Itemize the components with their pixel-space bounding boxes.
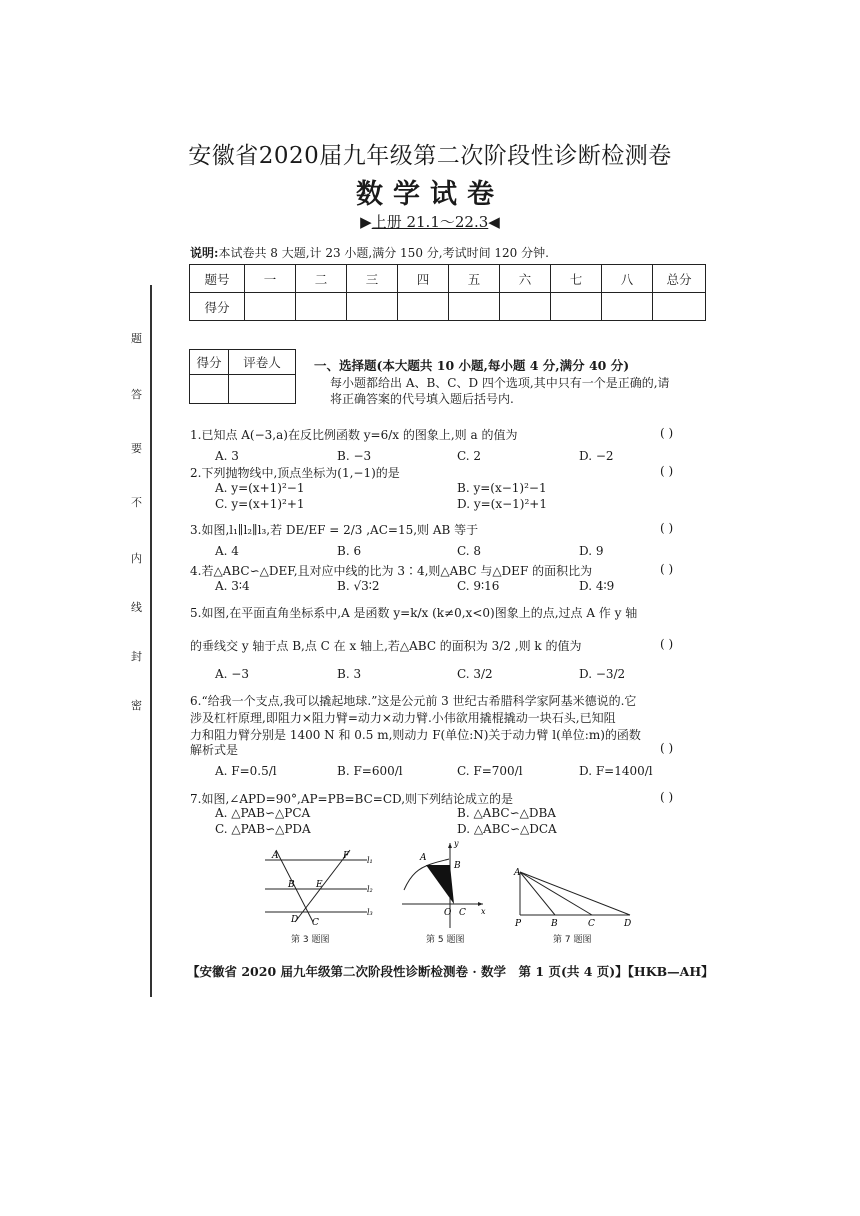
- figure-3-diagram: [255, 845, 385, 935]
- label-a: A: [514, 868, 521, 878]
- q3-option-b: B. 6: [337, 544, 362, 558]
- score-row-label: 得分: [190, 293, 245, 321]
- label-f: F: [343, 851, 350, 861]
- score-header-cell: 四: [398, 265, 449, 293]
- score-header-cell: 三: [347, 265, 398, 293]
- q7-option-d: D. △ABC∽△DCA: [457, 822, 557, 836]
- q7-option-c: C. △PAB∽△PDA: [215, 822, 311, 836]
- figure-3-caption: 第 3 题图: [291, 935, 330, 945]
- score-table: [189, 264, 706, 321]
- answer-paren-5[interactable]: ( ): [660, 637, 674, 651]
- score-header-cell: 二: [296, 265, 347, 293]
- score-header-cell: 总分: [653, 265, 706, 293]
- label-d: D: [291, 915, 299, 925]
- exam-note: [190, 244, 549, 261]
- score-cell[interactable]: [398, 293, 449, 321]
- grader-score-cell[interactable]: [190, 375, 229, 404]
- q4-option-c: C. 9∶16: [457, 579, 500, 593]
- answer-paren-3[interactable]: ( ): [660, 521, 674, 535]
- score-value-row: [190, 293, 706, 321]
- grader-name-cell[interactable]: [229, 375, 296, 404]
- q2-option-d: D. y=(x−1)²+1: [457, 497, 547, 511]
- score-cell[interactable]: [500, 293, 551, 321]
- score-cell[interactable]: [347, 293, 398, 321]
- answer-paren-2[interactable]: ( ): [660, 464, 674, 478]
- q7-option-b: B. △ABC∽△DBA: [457, 806, 556, 820]
- label-c: C: [312, 918, 319, 928]
- seal-char-3: 线: [131, 601, 142, 614]
- question-5-stem-1: 5.如图,在平面直角坐标系中,A 是函数 y=k/x (k≠0,x<0)图象上的点,过点 A 作 y 轴: [190, 606, 638, 620]
- segment-ad: [520, 872, 630, 915]
- segment-ac: [520, 872, 592, 915]
- label-p: P: [515, 919, 522, 929]
- seal-char-5: 不: [131, 496, 142, 509]
- q5-option-a: A. −3: [215, 667, 249, 681]
- q3-option-c: C. 8: [457, 544, 482, 558]
- label-d: D: [624, 919, 632, 929]
- grader-header-row: [190, 350, 296, 375]
- q5-option-d: D. −3/2: [579, 667, 626, 681]
- q4-option-b: B. √3∶2: [337, 579, 380, 593]
- label-b: B: [288, 880, 295, 890]
- question-2-stem: 2.下列抛物线中,顶点坐标为(1,−1)的是: [190, 466, 400, 480]
- score-header-cell: 六: [500, 265, 551, 293]
- grader-value-row: [190, 375, 296, 404]
- figure-7-caption: 第 7 题图: [553, 935, 592, 945]
- q2-option-b: B. y=(x−1)²−1: [457, 481, 547, 495]
- score-header-cell: 题号: [190, 265, 245, 293]
- q4-option-d: D. 4∶9: [579, 579, 615, 593]
- x-axis-arrow-icon: [478, 902, 483, 906]
- subject-title: 数学试卷: [356, 179, 504, 210]
- q5-option-b: B. 3: [337, 667, 362, 681]
- label-a: A: [420, 853, 427, 863]
- q1-option-a: A. 3: [215, 449, 239, 463]
- seal-char-2: 封: [131, 650, 142, 663]
- score-cell[interactable]: [449, 293, 500, 321]
- page-footer: 【安徽省 2020 届九年级第二次阶段性诊断检测卷 · 数学 第 1 页(共 4 页)】【HKB—AH】: [187, 964, 714, 979]
- section-desc-2: 将正确答案的代号填入题后括号内.: [330, 392, 514, 406]
- label-c: C: [459, 908, 466, 918]
- label-l3: l₃: [367, 908, 373, 917]
- figure-5-caption: 第 5 题图: [426, 935, 465, 945]
- score-cell[interactable]: [602, 293, 653, 321]
- score-header-row: [190, 265, 706, 293]
- question-6-line-4: 解析式是: [190, 743, 239, 757]
- q1-option-b: B. −3: [337, 449, 372, 463]
- question-3-stem: 3.如图,l₁∥l₂∥l₃,若 DE/EF = 2/3 ,AC=15,则 AB 等于: [190, 523, 479, 537]
- y-axis-arrow-icon: [448, 843, 452, 848]
- score-cell[interactable]: [653, 293, 706, 321]
- q2-option-c: C. y=(x+1)²+1: [215, 497, 305, 511]
- seal-char-7: 答: [131, 388, 142, 401]
- answer-paren-7[interactable]: ( ): [660, 790, 674, 804]
- q6-option-c: C. F=700/l: [457, 764, 523, 778]
- q3-option-a: A. 4: [215, 544, 239, 558]
- scope-line: ▶上册 21.1～22.3◀: [360, 213, 500, 231]
- q1-option-d: D. −2: [579, 449, 614, 463]
- q6-option-d: D. F=1400/l: [579, 764, 653, 778]
- score-header-cell: 七: [551, 265, 602, 293]
- label-c: C: [588, 919, 595, 929]
- figure-7-diagram: [508, 862, 638, 932]
- q3-option-d: D. 9: [579, 544, 604, 558]
- question-6-line-2: 涉及杠杆原理,即阻力×阻力臂=动力×动力臂.小伟欲用撬棍撬动一块石头,已知阻: [190, 711, 616, 725]
- answer-paren-1[interactable]: ( ): [660, 426, 674, 440]
- section-desc-1: 每小题都给出 A、B、C、D 四个选项,其中只有一个是正确的,请: [330, 376, 670, 390]
- question-6-line-3: 力和阻力臂分别是 1400 N 和 0.5 m,则动力 F(单位:N)关于动力臂 l(单位:m)的函数: [190, 728, 641, 742]
- label-l2: l₂: [367, 885, 373, 894]
- q6-option-a: A. F=0.5/l: [215, 764, 277, 778]
- exam-title: 安徽省2020届九年级第二次阶段性诊断检测卷: [188, 143, 672, 169]
- seal-char-1: 密: [131, 699, 142, 712]
- label-o: O: [444, 908, 452, 918]
- scope-text: 上册 21.1～22.3: [371, 213, 489, 231]
- grader-table: [189, 349, 296, 404]
- question-5-stem-2: 的垂线交 y 轴于点 B,点 C 在 x 轴上,若△ABC 的面积为 3/2 ,则 k 的值为: [190, 639, 582, 653]
- q5-option-c: C. 3/2: [457, 667, 493, 681]
- seal-char-6: 要: [131, 442, 142, 455]
- grader-score-label: 得分: [190, 350, 229, 375]
- note-label: 说明:: [190, 246, 219, 260]
- binding-line: [150, 285, 152, 997]
- grader-name-label: 评卷人: [229, 350, 296, 375]
- question-7-stem: 7.如图,∠APD=90°,AP=PB=BC=CD,则下列结论成立的是: [190, 792, 514, 806]
- answer-paren-4[interactable]: ( ): [660, 562, 674, 576]
- q1-option-c: C. 2: [457, 449, 482, 463]
- q6-option-b: B. F=600/l: [337, 764, 403, 778]
- score-header-cell: 八: [602, 265, 653, 293]
- label-a: A: [272, 851, 279, 861]
- score-cell[interactable]: [296, 293, 347, 321]
- seal-char-4: 内: [131, 552, 142, 565]
- label-b: B: [551, 919, 558, 929]
- label-b: B: [454, 861, 461, 871]
- label-l1: l₁: [367, 856, 373, 865]
- note-text: 本试卷共 8 大题,计 23 小题,满分 150 分,考试时间 120 分钟.: [218, 246, 549, 260]
- score-header-cell: 一: [245, 265, 296, 293]
- question-1-stem: 1.已知点 A(−3,a)在反比例函数 y=6/x 的图象上,则 a 的值为: [190, 428, 518, 442]
- label-x: x: [481, 907, 486, 916]
- q4-option-a: A. 3∶4: [215, 579, 250, 593]
- score-cell[interactable]: [245, 293, 296, 321]
- question-4-stem: 4.若△ABC∽△DEF,且对应中线的比为 3∶4,则△ABC 与△DEF 的面积比为: [190, 564, 593, 578]
- seal-char-8: 题: [131, 332, 142, 345]
- score-header-cell: 五: [449, 265, 500, 293]
- answer-paren-6[interactable]: ( ): [660, 741, 674, 755]
- label-e: E: [316, 880, 323, 890]
- question-6-line-1: 6.“给我一个支点,我可以撬起地球.”这是公元前 3 世纪古希腊科学家阿基米德说的.它: [190, 694, 637, 708]
- q2-option-a: A. y=(x+1)²−1: [215, 481, 305, 495]
- score-cell[interactable]: [551, 293, 602, 321]
- q7-option-a: A. △PAB∽△PCA: [215, 806, 311, 820]
- figure-5-diagram: [395, 838, 495, 933]
- section-title: 一、选择题(本大题共 10 小题,每小题 4 分,满分 40 分): [314, 358, 630, 373]
- label-y: y: [454, 839, 459, 848]
